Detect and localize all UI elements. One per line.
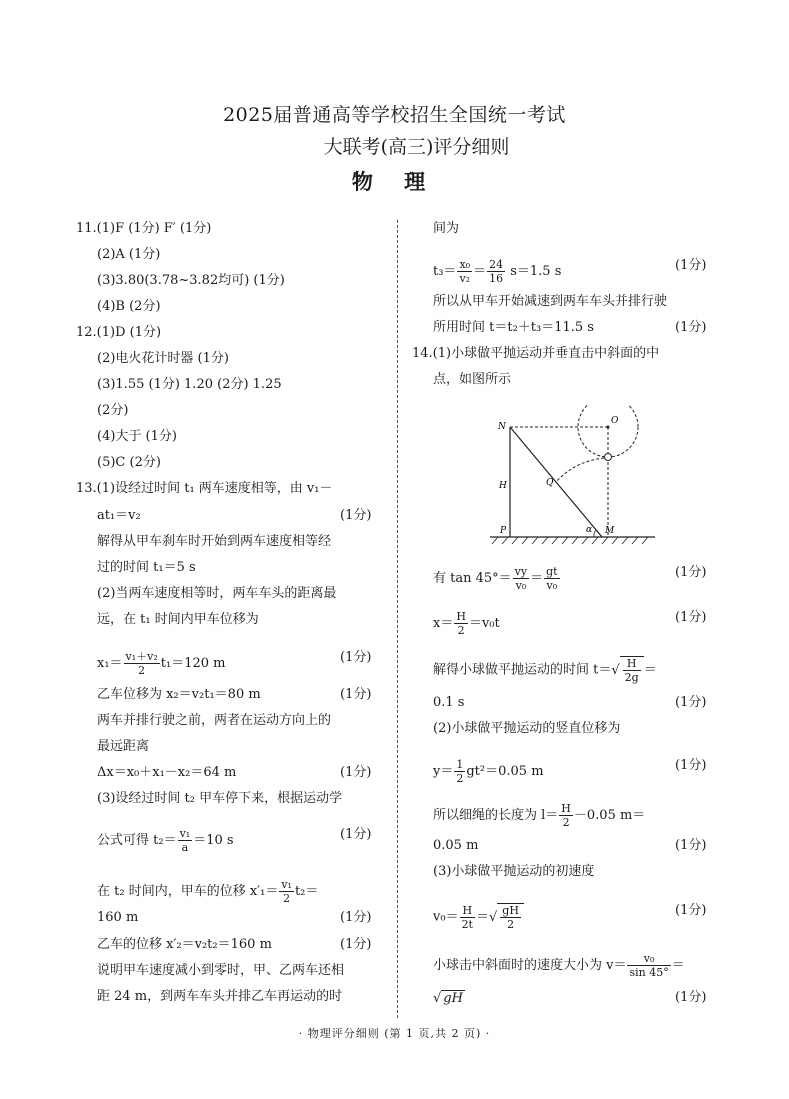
trajectory-curve — [556, 458, 604, 482]
q13-line-q: 说明甲车速度减小到零时，甲、乙两车还相 — [97, 963, 345, 978]
score-label: (1分) — [340, 937, 372, 952]
numerator: v₁ — [281, 878, 292, 891]
q12-part5: (5)C (2分) — [97, 455, 161, 470]
formula-part: 有 tan 45°＝ — [433, 571, 512, 586]
q13-line-e: (2)当两车速度相等时，两车车头的距离最 — [97, 586, 337, 601]
numerator: vy — [514, 565, 528, 578]
score-label: (1分) — [340, 827, 372, 842]
q14-line-j: 0.1 s — [433, 695, 465, 710]
angle-arc — [594, 530, 596, 537]
q11-part1: 11.(1)F (1分) F′ (1分) — [76, 221, 212, 236]
q12-part2: (2)电火花计时器 (1分) — [97, 351, 229, 366]
formula-part: y＝ — [433, 764, 454, 779]
q12-part4: (4)大于 (1分) — [97, 429, 177, 444]
ball — [605, 454, 612, 461]
q14-line-n: 0.05 m — [433, 838, 479, 853]
denominator: 2t — [461, 917, 473, 931]
denominator: v₀ — [515, 579, 527, 592]
label-O: O — [611, 416, 619, 426]
denominator: 2 — [507, 918, 515, 931]
q14-formula-v0 — [433, 903, 524, 931]
formula-part: 公式可得 t₂＝ — [97, 833, 177, 848]
formula-part: 所以细绳的长度为 l＝ — [433, 808, 559, 823]
denominator: v₂ — [459, 272, 471, 285]
q12-part1: 12.(1)D (1分) — [76, 325, 162, 340]
q13-line-c: 解得从甲车刹车时开始到两车速度相等经 — [97, 534, 332, 549]
q13-line-rc: 所以从甲车开始减速到两车车头并排行驶 — [433, 294, 668, 309]
score-label: (1分) — [340, 910, 372, 925]
numerator: 1 — [456, 758, 464, 771]
score-label: (1分) — [340, 508, 372, 523]
denominator: a — [181, 841, 189, 854]
q14-formula-v — [433, 952, 685, 979]
q13-formula-t3 — [433, 258, 561, 285]
numerator: v₁＋v₂ — [125, 650, 158, 663]
q13-line-d: 过的时间 t₁＝5 s — [97, 560, 196, 575]
score-label: (1分) — [675, 258, 707, 273]
score-label: (1分) — [675, 758, 707, 773]
label-N: N — [498, 422, 506, 432]
q13-line-b: at₁＝v₂ — [97, 508, 141, 523]
numerator: 24 — [489, 258, 504, 271]
q14-line-o: (3)小球做平抛运动的初速度 — [433, 864, 595, 879]
label-H: H — [499, 481, 507, 491]
fraction — [623, 657, 641, 684]
formula-part: ＝ — [643, 662, 657, 678]
q13-line-ra: 间为 — [433, 221, 460, 236]
q14-formula-x — [433, 610, 500, 637]
sqrt-symbol: √ $\frac{H}{2g}$ — [611, 656, 643, 684]
numerator: H — [623, 657, 641, 671]
score-label: (1分) — [675, 903, 707, 918]
radicand: gH — [443, 991, 463, 1006]
sqrt-symbol: √ gH — [433, 991, 463, 1006]
score-label: (1分) — [675, 990, 707, 1005]
fraction — [457, 258, 472, 285]
denominator: 2g — [624, 671, 639, 684]
fraction — [487, 258, 505, 285]
numerator: x₀ — [459, 258, 471, 271]
formula-part: s＝1.5 s — [506, 264, 562, 279]
formula-part: gt²＝0.05 m — [466, 764, 544, 779]
numerator: v₀ — [627, 952, 670, 966]
formula-part: ＝v₀t — [468, 616, 500, 631]
fraction — [559, 802, 573, 829]
denominator: 2 — [138, 664, 146, 677]
denominator: 2 — [456, 772, 464, 785]
denominator: 2 — [457, 624, 465, 637]
score-label: (1分) — [675, 695, 707, 710]
formula-part: 小球击中斜面时的速度大小为 v＝ — [433, 958, 627, 973]
score-label: (1分) — [675, 838, 707, 853]
q14-line-f: 点，如图所示 — [433, 372, 512, 387]
q13-line-i: 两车并排行驶之前，两者在运动方向上的 — [97, 713, 332, 728]
numerator: H — [456, 610, 466, 623]
q14-formula-tan — [433, 565, 561, 592]
formula-part: ＝ — [530, 571, 544, 586]
denominator: 2 — [283, 892, 291, 905]
q13-formula-t2 — [97, 827, 234, 854]
q13-line-l: (3)设经过时间 t₂ 甲车停下来，根据运动学 — [97, 791, 343, 806]
denominator: 16 — [489, 272, 504, 285]
q11-part3: (3)3.80(3.78~3.82均可) (1分) — [97, 273, 285, 288]
q14-line-k: (2)小球做平抛运动的竖直位移为 — [433, 721, 621, 736]
q13-line-rd: 所用时间 t＝t₂＋t₃＝11.5 s — [433, 320, 594, 335]
q14-formula-t — [433, 656, 657, 684]
fraction — [279, 878, 294, 905]
q13-line-f: 远，在 t₁ 时间内甲车位移为 — [97, 612, 259, 627]
numerator: v₁ — [179, 827, 191, 840]
fraction — [460, 904, 475, 931]
fraction — [513, 565, 529, 592]
formula-part: t₂＝ — [294, 884, 319, 899]
q13-line-r: 距 24 m，到两车车头并排乙车再运动的时 — [97, 989, 343, 1004]
numerator: gH — [502, 904, 519, 917]
q12-part3-score: (2分) — [97, 403, 129, 418]
score-label: (1分) — [675, 610, 707, 625]
q11-part4: (4)B (2分) — [97, 299, 161, 314]
label-M: M — [605, 526, 615, 536]
q13-line-k: Δx＝x₀＋x₁－x₂＝64 m — [97, 765, 237, 780]
score-label: (1分) — [340, 650, 372, 665]
formula-part: t₃＝ — [433, 264, 457, 279]
q14-formula-l — [433, 802, 645, 829]
exam-subtitle: 大联考(高三)评分细则 — [323, 136, 510, 158]
score-label: (1分) — [340, 687, 372, 702]
denominator: v₀ — [546, 579, 558, 592]
q13-formula-x1prime — [97, 878, 318, 905]
formula-part: v₀＝ — [433, 909, 459, 925]
formula-part: t₁＝120 m — [160, 656, 226, 671]
formula-part: 在 t₂ 时间内，甲车的位移 x′₁＝ — [97, 884, 279, 899]
q12-part3: (3)1.55 (1分) 1.20 (2分) 1.25 — [97, 377, 282, 392]
pivot-point — [607, 426, 610, 429]
q14-line-e: 14.(1)小球做平抛运动并垂直击中斜面的中 — [412, 346, 660, 361]
fraction — [500, 904, 521, 931]
score-label: (1分) — [340, 765, 372, 780]
numerator: H — [460, 904, 475, 918]
score-label: (1分) — [675, 565, 707, 580]
q13-line-p: 乙车的位移 x′₂＝v₂t₂＝160 m — [97, 937, 272, 952]
fraction — [627, 952, 670, 979]
numerator: H — [561, 802, 571, 815]
formula-part: x＝ — [433, 616, 454, 631]
q14-formula-y — [433, 758, 544, 785]
q11-part2: (2)A (1分) — [97, 247, 161, 262]
subject-title: 物 理 — [351, 170, 438, 194]
q14-formula-sqrt-gh — [433, 990, 465, 1007]
page-footer: · 物理评分细则 (第 1 页,共 2 页) · — [298, 1027, 491, 1040]
formula-part: ＝ — [671, 958, 685, 973]
formula-part: ＝ — [475, 909, 489, 925]
formula-part: x₁＝ — [97, 656, 123, 671]
formula-part: －0.05 m＝ — [573, 808, 646, 823]
column-divider — [397, 220, 398, 1018]
fraction — [124, 650, 160, 677]
fraction — [454, 758, 465, 785]
fraction — [178, 827, 193, 854]
q13-line-h: 乙车位移为 x₂＝v₂t₁＝80 m — [97, 687, 261, 702]
formula-part: ＝ — [473, 264, 487, 279]
formula-part: 解得小球做平抛运动的时间 t＝ — [433, 662, 612, 678]
incline-line — [510, 427, 602, 537]
label-Q: Q — [546, 478, 554, 488]
label-P: P — [500, 526, 507, 536]
projectile-incline-diagram — [490, 405, 660, 550]
fraction — [454, 610, 468, 637]
q13-line-o: 160 m — [97, 910, 139, 925]
formula-part: ＝10 s — [193, 833, 234, 848]
sqrt-symbol: √ $\frac{gH}{2}$ — [489, 903, 524, 931]
denominator: 2 — [562, 816, 570, 829]
denominator: sin 45° — [629, 966, 669, 979]
q13-formula-x1 — [97, 650, 226, 677]
fraction — [544, 565, 559, 592]
numerator: gt — [546, 565, 558, 578]
score-label: (1分) — [675, 320, 707, 335]
q13-line-a: 13.(1)设经过时间 t₁ 两车速度相等，由 v₁－ — [76, 481, 333, 496]
ground-hatching — [492, 537, 648, 544]
label-alpha: α — [586, 525, 593, 535]
q13-line-j: 最远距离 — [97, 739, 150, 754]
exam-title: 2025届普通高等学校招生全国统一考试 — [223, 104, 566, 126]
